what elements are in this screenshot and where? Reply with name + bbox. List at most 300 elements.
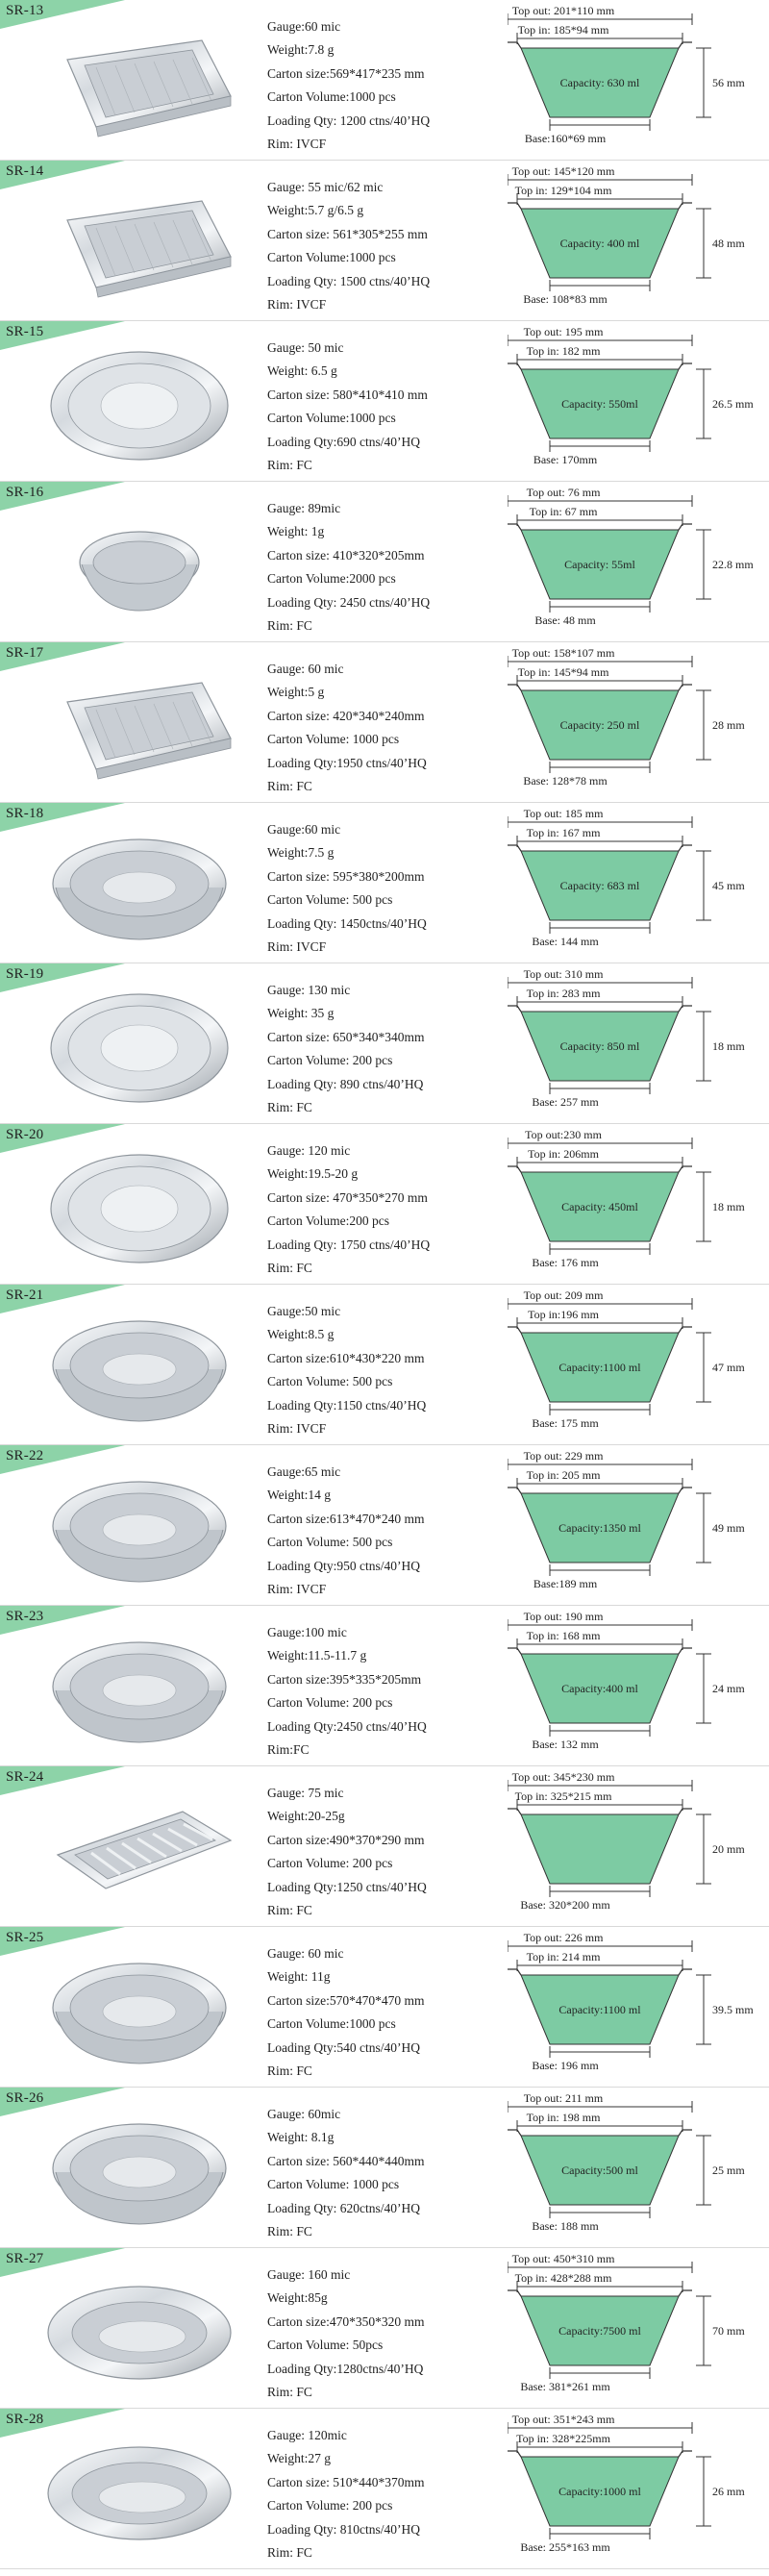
spec-line: Carton size:395*335*205mm bbox=[267, 1671, 422, 1687]
spec-list bbox=[267, 337, 508, 477]
spec-line: Gauge:60 mic bbox=[267, 19, 341, 34]
dish-base bbox=[103, 1675, 176, 1706]
spec-line: Gauge:60 mic bbox=[267, 822, 341, 837]
product-photo bbox=[38, 1306, 245, 1431]
base-label: Base: 108*83 mm bbox=[523, 292, 608, 306]
capacity-label: Capacity:400 ml bbox=[561, 1682, 638, 1695]
dimension-diagram bbox=[508, 803, 769, 963]
rim-right bbox=[679, 845, 692, 851]
product-photo bbox=[38, 824, 245, 949]
product-row bbox=[0, 1445, 769, 1606]
spec-line: Carton size: 580*410*410 mm bbox=[267, 387, 428, 402]
rim-right bbox=[679, 363, 692, 369]
spec-line: Weight:8.5 g bbox=[267, 1327, 335, 1342]
spec-line: Weight:7.8 g bbox=[267, 42, 335, 58]
product-row bbox=[0, 803, 769, 963]
spec-line: Rim: IVCF bbox=[267, 296, 327, 312]
rim-left bbox=[508, 845, 521, 851]
rim-right bbox=[679, 1488, 692, 1493]
oval-base bbox=[99, 2321, 186, 2352]
top-in-label: Top in: 145*94 mm bbox=[517, 665, 609, 679]
capacity-label: Capacity:7500 ml bbox=[558, 2324, 641, 2338]
spec-line: Weight:14 g bbox=[267, 1488, 332, 1503]
rim-right bbox=[679, 1327, 692, 1333]
top-out-label: Top out: 229 mm bbox=[523, 1449, 604, 1463]
top-in-label: Top in: 185*94 mm bbox=[517, 23, 609, 37]
product-photo bbox=[38, 1627, 245, 1752]
spec-line: Rim: FC bbox=[267, 1902, 312, 1917]
top-out-label: Top out: 195 mm bbox=[523, 325, 604, 338]
product-photo bbox=[38, 342, 245, 467]
spec-line: Loading Qty: 1200 ctns/40’HQ bbox=[267, 113, 431, 128]
spec-line: Loading Qty: 1450ctns/40’HQ bbox=[267, 915, 427, 931]
product-row bbox=[0, 2409, 769, 2569]
product-row bbox=[0, 2248, 769, 2409]
top-in-label: Top in:196 mm bbox=[528, 1308, 599, 1321]
spec-line: Loading Qty:2450 ctns/40’HQ bbox=[267, 1718, 427, 1734]
spec-line: Carton Volume: 1000 pcs bbox=[267, 732, 400, 747]
spec-line: Rim: FC bbox=[267, 2063, 312, 2078]
spec-line: Carton Volume:1000 pcs bbox=[267, 89, 396, 105]
top-out-label: Top out: 145*120 mm bbox=[511, 164, 615, 178]
spec-line: Rim: FC bbox=[267, 1260, 312, 1275]
product-photo bbox=[38, 2109, 245, 2234]
product-code: SR-27 bbox=[6, 2251, 44, 2266]
spec-line: Carton Volume: 200 pcs bbox=[267, 1695, 393, 1711]
spec-line: Carton Volume: 500 pcs bbox=[267, 1374, 393, 1389]
top-in-label: Top in: 205 mm bbox=[526, 1468, 601, 1482]
spec-line: Weight:5 g bbox=[267, 685, 325, 700]
top-out-label: Top out: 201*110 mm bbox=[511, 4, 615, 17]
spec-line: Carton size:613*470*240 mm bbox=[267, 1511, 425, 1526]
base-label: Base: 320*200 mm bbox=[520, 1898, 610, 1912]
base-label: Base:160*69 mm bbox=[524, 132, 607, 145]
spec-line: Rim: IVCF bbox=[267, 1581, 327, 1596]
spec-list bbox=[267, 15, 508, 156]
rim-right bbox=[679, 1648, 692, 1654]
spec-line: Rim: FC bbox=[267, 2544, 312, 2560]
rim-right bbox=[679, 203, 692, 209]
rim-left bbox=[508, 363, 521, 369]
spec-line: Gauge: 120 mic bbox=[267, 1143, 351, 1158]
product-row bbox=[0, 161, 769, 321]
top-in-label: Top in: 67 mm bbox=[529, 505, 598, 518]
spec-line: Gauge: 55 mic/62 mic bbox=[267, 180, 384, 194]
spec-line: Carton Volume:1000 pcs bbox=[267, 250, 396, 265]
product-row bbox=[0, 1606, 769, 1766]
spec-line: Rim: IVCF bbox=[267, 938, 327, 954]
product-code: SR-14 bbox=[6, 163, 44, 179]
spec-line: Carton Volume: 200 pcs bbox=[267, 1053, 393, 1068]
rim-left bbox=[508, 1648, 521, 1654]
rim-right bbox=[679, 42, 692, 48]
top-in-label: Top in: 129*104 mm bbox=[514, 184, 612, 197]
spec-line: Loading Qty: 1500 ctns/40’HQ bbox=[267, 273, 431, 288]
product-code: SR-24 bbox=[6, 1769, 44, 1785]
spec-line: Carton size: 410*320*205mm bbox=[267, 547, 425, 563]
spec-line: Weight: 11g bbox=[267, 1969, 331, 1985]
top-in-label: Top in: 283 mm bbox=[526, 987, 601, 1000]
top-in-label: Top in: 328*225mm bbox=[516, 2432, 610, 2445]
capacity-label: Capacity: 850 ml bbox=[559, 1039, 640, 1053]
cross-section bbox=[521, 1814, 679, 1884]
height-label: 26.5 mm bbox=[712, 397, 754, 411]
spec-line: Carton size: 650*340*340mm bbox=[267, 1029, 425, 1044]
plate-center bbox=[101, 1186, 178, 1232]
spec-line: Loading Qty: 620ctns/40’HQ bbox=[267, 2200, 420, 2215]
base-label: Base: 175 mm bbox=[532, 1416, 599, 1430]
spec-line: Weight:27 g bbox=[267, 2451, 332, 2466]
height-label: 70 mm bbox=[712, 2324, 745, 2338]
product-code: SR-26 bbox=[6, 2090, 44, 2106]
product-row bbox=[0, 1766, 769, 1927]
spec-line: Rim: FC bbox=[267, 1099, 312, 1114]
base-label: Base: 188 mm bbox=[532, 2219, 599, 2233]
height-label: 26 mm bbox=[712, 2485, 745, 2498]
base-label: Base: 257 mm bbox=[532, 1095, 599, 1109]
product-code: SR-25 bbox=[6, 1930, 44, 1945]
spec-line: Rim: FC bbox=[267, 617, 312, 633]
spec-line: Loading Qty:1150 ctns/40’HQ bbox=[267, 1397, 427, 1413]
spec-line: Loading Qty: 890 ctns/40’HQ bbox=[267, 1076, 424, 1091]
top-out-label: Top out: 345*230 mm bbox=[511, 1770, 615, 1784]
product-row bbox=[0, 2088, 769, 2248]
top-out-label: Top out: 76 mm bbox=[526, 486, 601, 499]
height-label: 39.5 mm bbox=[712, 2003, 754, 2016]
capacity-label: Capacity:1350 ml bbox=[558, 1521, 641, 1535]
product-row bbox=[0, 482, 769, 642]
dish-base bbox=[103, 872, 176, 903]
base-label: Base: 144 mm bbox=[532, 935, 599, 948]
rim-right bbox=[679, 2451, 692, 2457]
spec-list bbox=[267, 658, 508, 798]
height-label: 25 mm bbox=[712, 2163, 745, 2177]
spec-line: Gauge:65 mic bbox=[267, 1464, 341, 1479]
rim-left bbox=[508, 42, 521, 48]
dimension-diagram bbox=[508, 1124, 769, 1285]
rim-left bbox=[508, 2130, 521, 2136]
product-code: SR-23 bbox=[6, 1609, 44, 1624]
top-out-label: Top out:230 mm bbox=[525, 1128, 602, 1141]
dimension-diagram bbox=[508, 2248, 769, 2409]
capacity-label: Capacity: 630 ml bbox=[559, 76, 640, 89]
product-photo bbox=[38, 1948, 245, 2073]
spec-line: Carton Volume: 200 pcs bbox=[267, 2498, 393, 2513]
rim-left bbox=[508, 203, 521, 209]
capacity-label: Capacity: 450ml bbox=[561, 1200, 638, 1213]
base-label: Base: 170mm bbox=[533, 453, 598, 466]
product-code: SR-19 bbox=[6, 966, 44, 982]
product-code: SR-17 bbox=[6, 645, 44, 661]
spec-line: Weight:20-25g bbox=[267, 1809, 345, 1824]
spec-line: Gauge: 130 mic bbox=[267, 983, 351, 997]
base-label: Base: 196 mm bbox=[532, 2059, 599, 2072]
spec-line: Weight:19.5-20 g bbox=[267, 1166, 359, 1182]
rim-left bbox=[508, 2451, 521, 2457]
height-label: 22.8 mm bbox=[712, 558, 754, 571]
base-label: Base:189 mm bbox=[533, 1577, 598, 1590]
height-label: 56 mm bbox=[712, 76, 745, 89]
spec-line: Loading Qty:1250 ctns/40’HQ bbox=[267, 1879, 427, 1894]
product-photo bbox=[38, 985, 245, 1110]
spec-line: Rim: FC bbox=[267, 2223, 312, 2238]
spec-list bbox=[267, 176, 508, 316]
rim-right bbox=[679, 1006, 692, 1012]
top-in-label: Top in: 428*288 mm bbox=[514, 2271, 612, 2285]
spec-line: Weight:85g bbox=[267, 2290, 328, 2306]
spec-line: Rim: FC bbox=[267, 2384, 312, 2399]
capacity-label: Capacity:1100 ml bbox=[558, 2003, 641, 2016]
rim-left bbox=[508, 1809, 521, 1814]
spec-line: Gauge: 60 mic bbox=[267, 662, 344, 676]
top-in-label: Top in: 198 mm bbox=[526, 2111, 601, 2124]
product-code: SR-21 bbox=[6, 1288, 44, 1303]
dish-base bbox=[103, 1996, 176, 2027]
spec-line: Loading Qty: 1750 ctns/40’HQ bbox=[267, 1237, 431, 1252]
spec-line: Carton Volume:200 pcs bbox=[267, 1213, 389, 1229]
dimension-diagram bbox=[508, 0, 769, 161]
spec-line: Carton Volume: 1000 pcs bbox=[267, 2177, 400, 2192]
height-label: 18 mm bbox=[712, 1200, 745, 1213]
height-label: 48 mm bbox=[712, 237, 745, 250]
spec-line: Gauge:50 mic bbox=[267, 1304, 341, 1318]
base-label: Base: 176 mm bbox=[532, 1256, 599, 1269]
dimension-diagram bbox=[508, 963, 769, 1124]
spec-list bbox=[267, 2424, 508, 2564]
product-row bbox=[0, 0, 769, 161]
height-label: 47 mm bbox=[712, 1361, 745, 1374]
spec-line: Loading Qty:540 ctns/40’HQ bbox=[267, 2039, 420, 2055]
dimension-diagram bbox=[508, 1927, 769, 2088]
product-photo bbox=[38, 503, 245, 628]
spec-line: Carton size: 560*440*440mm bbox=[267, 2153, 425, 2168]
spec-line: Loading Qty: 2450 ctns/40’HQ bbox=[267, 594, 431, 610]
rim-right bbox=[679, 1809, 692, 1814]
product-code: SR-15 bbox=[6, 324, 44, 339]
product-code: SR-28 bbox=[6, 2412, 44, 2427]
spec-list bbox=[267, 1461, 508, 1601]
product-photo bbox=[38, 182, 245, 307]
spec-line: Carton Volume: 500 pcs bbox=[267, 1535, 393, 1550]
spec-list bbox=[267, 1782, 508, 1922]
spec-line: Loading Qty:1950 ctns/40’HQ bbox=[267, 755, 427, 770]
dimension-diagram bbox=[508, 2088, 769, 2248]
spec-line: Rim: FC bbox=[267, 778, 312, 793]
spec-line: Gauge: 120mic bbox=[267, 2428, 347, 2442]
product-photo bbox=[38, 21, 245, 146]
spec-list bbox=[267, 2103, 508, 2243]
spec-list bbox=[267, 2263, 508, 2404]
product-code: SR-22 bbox=[6, 1448, 44, 1463]
top-out-label: Top out: 310 mm bbox=[523, 967, 604, 981]
spec-line: Rim: IVCF bbox=[267, 1420, 327, 1436]
dimension-diagram bbox=[508, 642, 769, 803]
rim-right bbox=[679, 524, 692, 530]
dimension-diagram bbox=[508, 161, 769, 321]
product-row bbox=[0, 963, 769, 1124]
product-row bbox=[0, 642, 769, 803]
spec-line: Gauge: 60 mic bbox=[267, 1946, 344, 1961]
product-photo bbox=[38, 2269, 245, 2394]
spec-line: Carton size: 561*305*255 mm bbox=[267, 226, 428, 241]
spec-line: Carton size:490*370*290 mm bbox=[267, 1832, 425, 1847]
spec-line: Weight: 35 g bbox=[267, 1006, 335, 1021]
spec-list bbox=[267, 979, 508, 1119]
spec-line: Rim:FC bbox=[267, 1741, 310, 1757]
product-photo bbox=[38, 2430, 245, 2555]
dimension-diagram bbox=[508, 482, 769, 642]
product-row bbox=[0, 1124, 769, 1285]
rim-right bbox=[679, 2290, 692, 2296]
rim-left bbox=[508, 524, 521, 530]
product-photo bbox=[38, 1145, 245, 1270]
capacity-label: Capacity: 683 ml bbox=[559, 879, 640, 892]
spec-list bbox=[267, 1300, 508, 1440]
spec-line: Gauge: 60mic bbox=[267, 2107, 341, 2121]
spec-line: Weight:7.5 g bbox=[267, 845, 335, 861]
spec-list bbox=[267, 818, 508, 959]
plate-center bbox=[101, 1025, 178, 1071]
spec-line: Carton size:569*417*235 mm bbox=[267, 65, 425, 81]
dimension-diagram bbox=[508, 1606, 769, 1766]
top-in-label: Top in: 214 mm bbox=[526, 1950, 601, 1963]
height-label: 24 mm bbox=[712, 1682, 745, 1695]
spec-list bbox=[267, 1139, 508, 1280]
spec-line: Carton size: 420*340*240mm bbox=[267, 708, 425, 723]
spec-line: Gauge: 50 mic bbox=[267, 340, 344, 355]
spec-line: Carton size: 510*440*370mm bbox=[267, 2474, 425, 2489]
product-photo bbox=[38, 1788, 245, 1913]
spec-list bbox=[267, 497, 508, 638]
spec-line: Carton Volume: 50pcs bbox=[267, 2338, 384, 2353]
top-out-label: Top out: 185 mm bbox=[523, 807, 604, 820]
capacity-label: Capacity: 550ml bbox=[561, 397, 638, 411]
spec-line: Rim: IVCF bbox=[267, 136, 327, 151]
dimension-diagram bbox=[508, 2409, 769, 2569]
dimension-diagram bbox=[508, 321, 769, 482]
capacity-label: Capacity: 55ml bbox=[564, 558, 635, 571]
rim-left bbox=[508, 685, 521, 690]
capacity-label: Capacity:1000 ml bbox=[558, 2485, 641, 2498]
height-label: 49 mm bbox=[712, 1521, 745, 1535]
dimension-diagram bbox=[508, 1766, 769, 1927]
dimension-diagram bbox=[508, 1445, 769, 1606]
spec-line: Weight:5.7 g/6.5 g bbox=[267, 203, 364, 218]
spec-list bbox=[267, 1621, 508, 1762]
top-out-label: Top out: 158*107 mm bbox=[511, 646, 615, 660]
spec-line: Gauge: 75 mic bbox=[267, 1786, 344, 1800]
capacity-label: Capacity: 250 ml bbox=[559, 718, 640, 732]
rim-left bbox=[508, 1327, 521, 1333]
product-row bbox=[0, 321, 769, 482]
height-label: 18 mm bbox=[712, 1039, 745, 1053]
rim-left bbox=[508, 2290, 521, 2296]
base-label: Base: 128*78 mm bbox=[523, 774, 608, 788]
spec-line: Carton Volume:1000 pcs bbox=[267, 411, 396, 426]
rim-right bbox=[679, 1969, 692, 1975]
dish-base bbox=[103, 1354, 176, 1385]
top-out-label: Top out: 226 mm bbox=[523, 1931, 604, 1944]
base-label: Base: 381*261 mm bbox=[520, 2380, 610, 2393]
product-code: SR-16 bbox=[6, 485, 44, 500]
top-in-label: Top in: 182 mm bbox=[526, 344, 601, 358]
spec-line: Rim: FC bbox=[267, 457, 312, 472]
cup-inner bbox=[93, 541, 186, 584]
dish-base bbox=[103, 1514, 176, 1545]
rim-right bbox=[679, 2130, 692, 2136]
top-out-label: Top out: 209 mm bbox=[523, 1288, 604, 1302]
spec-line: Gauge: 89mic bbox=[267, 501, 341, 515]
rim-left bbox=[508, 1969, 521, 1975]
spec-line: Weight: 6.5 g bbox=[267, 363, 337, 379]
spec-line: Loading Qty:1280ctns/40’HQ bbox=[267, 2361, 424, 2376]
top-out-label: Top out: 450*310 mm bbox=[511, 2252, 615, 2265]
spec-list bbox=[267, 1942, 508, 2083]
rim-right bbox=[679, 1166, 692, 1172]
spec-line: Weight:11.5-11.7 g bbox=[267, 1648, 367, 1663]
spec-line: Carton size:610*430*220 mm bbox=[267, 1350, 425, 1365]
top-in-label: Top in: 206mm bbox=[528, 1147, 599, 1161]
rim-right bbox=[679, 685, 692, 690]
capacity-label: Capacity:1100 ml bbox=[558, 1361, 641, 1374]
spec-line: Gauge: 160 mic bbox=[267, 2267, 351, 2282]
product-code: SR-18 bbox=[6, 806, 44, 821]
height-label: 20 mm bbox=[712, 1842, 745, 1856]
top-out-label: Top out: 211 mm bbox=[523, 2091, 604, 2105]
height-label: 45 mm bbox=[712, 879, 745, 892]
base-label: Base: 48 mm bbox=[534, 613, 596, 627]
height-label: 28 mm bbox=[712, 718, 745, 732]
spec-line: Carton size:470*350*320 mm bbox=[267, 2313, 425, 2329]
product-photo bbox=[38, 1466, 245, 1591]
base-label: Base: 132 mm bbox=[532, 1738, 599, 1751]
dimension-diagram bbox=[508, 1285, 769, 1445]
top-out-label: Top out: 190 mm bbox=[523, 1610, 604, 1623]
product-code: SR-20 bbox=[6, 1127, 44, 1142]
top-in-label: Top in: 325*215 mm bbox=[514, 1789, 612, 1803]
capacity-label: Capacity: 400 ml bbox=[559, 237, 640, 250]
spec-line: Carton size: 595*380*200mm bbox=[267, 868, 425, 884]
rim-left bbox=[508, 1488, 521, 1493]
dish-base bbox=[103, 2157, 176, 2188]
spec-line: Carton Volume:1000 pcs bbox=[267, 2016, 396, 2032]
spec-line: Carton size:570*470*470 mm bbox=[267, 1992, 425, 2008]
spec-line: Gauge:100 mic bbox=[267, 1625, 347, 1639]
rim-left bbox=[508, 1166, 521, 1172]
product-row bbox=[0, 1285, 769, 1445]
spec-line: Weight: 8.1g bbox=[267, 2130, 335, 2145]
top-in-label: Top in: 167 mm bbox=[526, 826, 601, 839]
product-row bbox=[0, 1927, 769, 2088]
oval-base bbox=[99, 2482, 186, 2513]
spec-line: Loading Qty: 810ctns/40’HQ bbox=[267, 2521, 420, 2537]
base-label: Base: 255*163 mm bbox=[520, 2540, 610, 2554]
spec-line: Carton Volume: 500 pcs bbox=[267, 892, 393, 908]
capacity-label: Capacity:500 ml bbox=[561, 2163, 638, 2177]
rim-left bbox=[508, 1006, 521, 1012]
spec-line: Loading Qty:690 ctns/40’HQ bbox=[267, 434, 420, 449]
product-code: SR-13 bbox=[6, 3, 44, 18]
spec-line: Carton Volume: 200 pcs bbox=[267, 1856, 393, 1871]
top-out-label: Top out: 351*243 mm bbox=[511, 2413, 615, 2426]
product-photo bbox=[38, 663, 245, 788]
top-in-label: Top in: 168 mm bbox=[526, 1629, 601, 1642]
spec-line: Loading Qty:950 ctns/40’HQ bbox=[267, 1558, 420, 1573]
plate-center bbox=[101, 383, 178, 429]
spec-line: Carton Volume:2000 pcs bbox=[267, 571, 396, 587]
spec-line: Carton size: 470*350*270 mm bbox=[267, 1189, 428, 1205]
spec-line: Weight: 1g bbox=[267, 524, 325, 539]
